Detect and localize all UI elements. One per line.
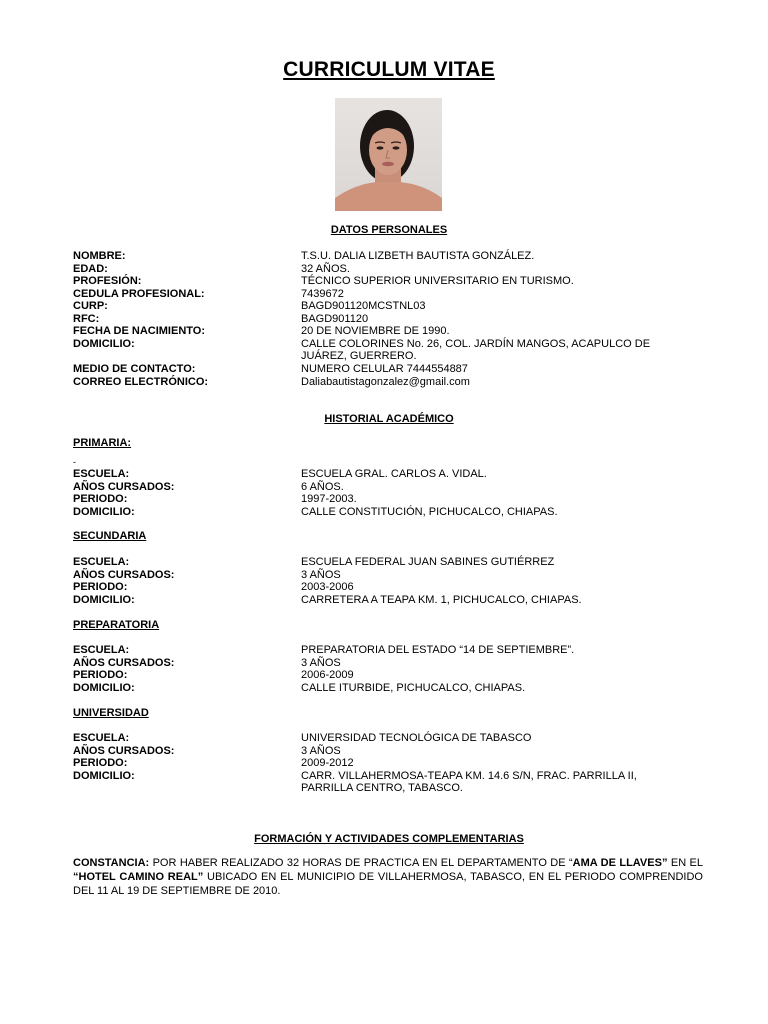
row-label: AÑOS CURSADOS: (73, 744, 175, 757)
row-value: 2009-2012 (301, 757, 354, 769)
row-label: AÑOS CURSADOS: (73, 480, 175, 493)
academic-history-heading: HISTORIAL ACADÉMICO (324, 413, 454, 425)
primaria-heading: PRIMARIA: (73, 437, 132, 449)
document-title: CURRICULUM VITAE (283, 58, 495, 81)
row-label: NOMBRE: (73, 250, 126, 262)
row-value: CARRETERA A TEAPA KM. 1, PICHUCALCO, CHIAPAS. (301, 593, 582, 606)
profile-photo (335, 98, 442, 211)
row-label: PROFESIÓN: (73, 275, 142, 287)
row-value: BAGD901120 (301, 312, 369, 325)
row-value: TÉCNICO SUPERIOR UNIVERSITARIO EN TURISMO. (301, 275, 574, 287)
row-label: MEDIO DE CONTACTO: (73, 363, 196, 375)
universidad-heading: UNIVERSIDAD (73, 707, 149, 719)
row-label: DOMICILIO: (73, 769, 135, 782)
constancia-bold-1: AMA DE LLAVES” (572, 857, 668, 869)
row-label: FECHA DE NACIMIENTO: (73, 325, 205, 337)
constancia-text-1: POR HABER REALIZADO 32 HORAS DE PRACTICA EN EL DEPARTAMENTO DE “ (149, 857, 573, 869)
row-label: ESCUELA: (73, 644, 130, 656)
row-value: CARR. VILLAHERMOSA-TEAPA KM. 14.6 S/N, FRAC. PARRILLA II, PARRILLA CENTRO, TABASCO. (301, 769, 637, 794)
complementary-heading: FORMACIÓN Y ACTIVIDADES COMPLEMENTARIAS (254, 833, 524, 845)
row-value: NUMERO CELULAR 7444554887 (301, 363, 468, 375)
row-value: CALLE CONSTITUCIÓN, PICHUCALCO, CHIAPAS. (301, 505, 558, 518)
row-label: PERIODO: (73, 493, 128, 505)
row-value: 3 AÑOS (301, 568, 341, 581)
row-value: ESCUELA FEDERAL JUAN SABINES GUTIÉRREZ (301, 556, 555, 568)
row-value: CALLE ITURBIDE, PICHUCALCO, CHIAPAS. (301, 681, 526, 694)
constancia-text-3: UBICADO EN EL MUNICIPIO DE VILLAHERMOSA, TABASCO, EN EL PERIODO COMPRENDIDO DEL 11 AL 19 DE SEPTIEMBRE DE 2010. (73, 871, 703, 897)
constancia-bold-2: “HOTEL CAMINO REAL” (73, 871, 204, 883)
preparatoria-heading: PREPARATORIA (73, 619, 160, 631)
secundaria-heading: SECUNDARIA (73, 530, 147, 542)
row-label: DOMICILIO: (73, 505, 135, 518)
row-label: PERIODO: (73, 669, 128, 681)
row-value: 1997-2003. (301, 493, 357, 505)
row-label: AÑOS CURSADOS: (73, 568, 175, 581)
row-label: CEDULA PROFESIONAL: (73, 287, 205, 300)
row-label: AÑOS CURSADOS: (73, 656, 175, 669)
row-value: CALLE COLORINES No. 26, COL. JARDÍN MANGOS, ACAPULCO DE JUÁREZ, GUERRERO. (301, 337, 651, 362)
row-value: 32 AÑOS. (301, 262, 350, 275)
row-label: PERIODO: (73, 757, 128, 769)
constancia-label: CONSTANCIA: (73, 857, 150, 869)
row-label: DOMICILIO: (73, 681, 135, 694)
row-value: 3 AÑOS (301, 744, 341, 757)
row-label: DOMICILIO: (73, 337, 135, 350)
row-label: ESCUELA: (73, 732, 130, 744)
row-value: T.S.U. DALIA LIZBETH BAUTISTA GONZÁLEZ. (301, 250, 535, 262)
row-value: 6 AÑOS. (301, 480, 344, 493)
row-value: PREPARATORIA DEL ESTADO “14 DE SEPTIEMBRE”. (301, 644, 575, 656)
row-value: 7439672 (301, 287, 344, 300)
row-label: PERIODO: (73, 581, 128, 593)
row-value: ESCUELA GRAL. CARLOS A. VIDAL. (301, 468, 487, 480)
row-label: CURP: (73, 300, 108, 312)
personal-data-heading: DATOS PERSONALES (330, 224, 448, 236)
constancia-paragraph (73, 856, 703, 898)
row-label: RFC: (73, 312, 100, 325)
row-label: CORREO ELECTRÓNICO: (73, 375, 209, 388)
row-value: 20 DE NOVIEMBRE DE 1990. (301, 325, 450, 337)
constancia-text-2: EN EL (667, 857, 703, 869)
row-label: ESCUELA: (73, 468, 130, 480)
stray-mark: - (73, 457, 76, 467)
row-label: ESCUELA: (73, 556, 130, 568)
row-value: UNIVERSIDAD TECNOLÓGICA DE TABASCO (301, 732, 532, 744)
row-value: 2003-2006 (301, 581, 354, 593)
row-value: BAGD901120MCSTNL03 (301, 300, 426, 312)
row-value: 3 AÑOS (301, 656, 341, 669)
row-value: Daliabautistagonzalez@gmail.com (301, 375, 470, 388)
row-label: EDAD: (73, 262, 108, 275)
row-value: 2006-2009 (301, 669, 354, 681)
row-label: DOMICILIO: (73, 593, 135, 606)
